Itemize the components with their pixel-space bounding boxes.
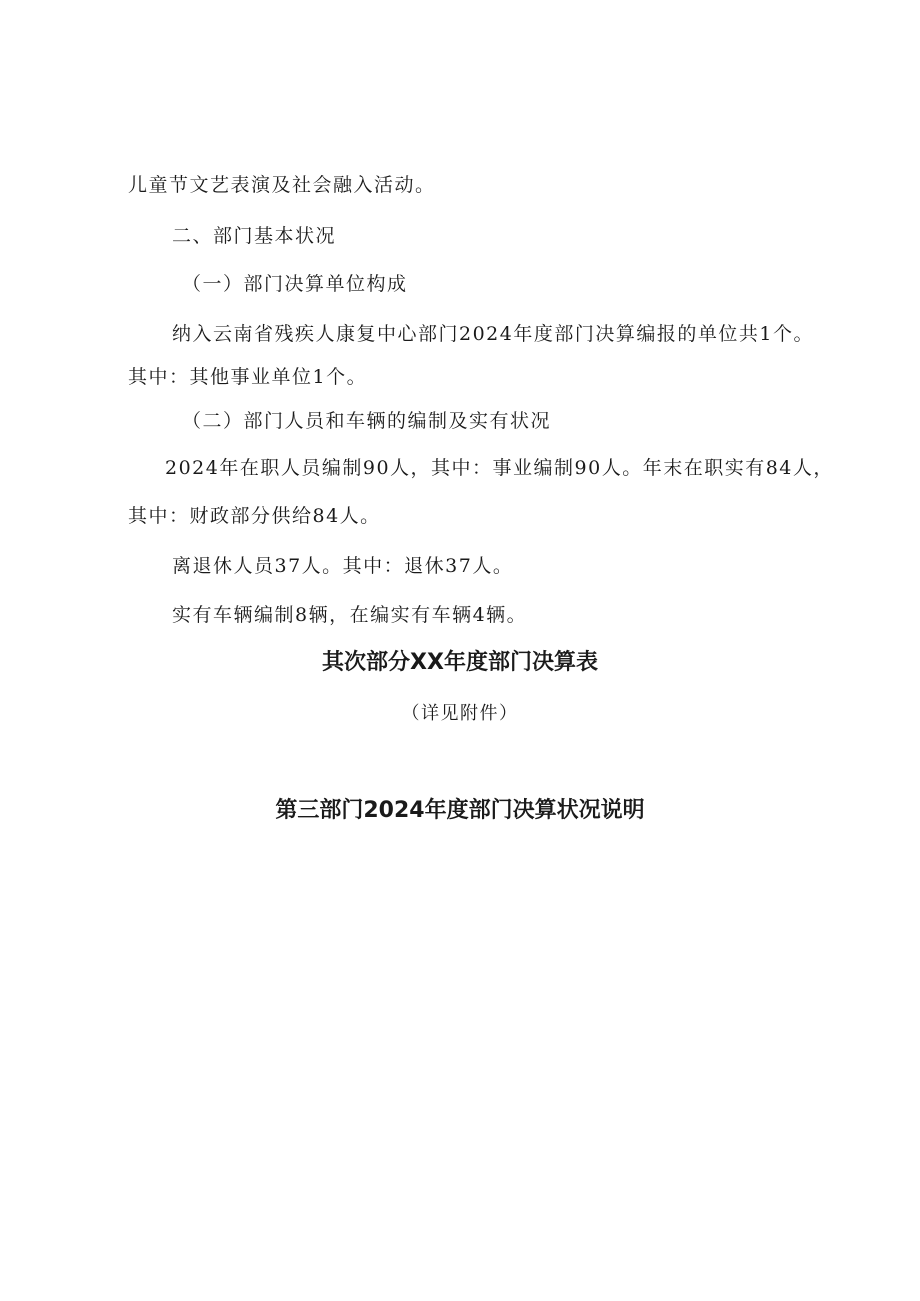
subheading-staff-vehicles: （二）部门人员和车辆的编制及实有状况 (182, 410, 552, 432)
paragraph-staff: 2024年在职人员编制90人，其中：事业编制90人。年末在职实有84人， (165, 457, 834, 479)
paragraph-staff-detail: 其中：财政部分供给84人。 (128, 505, 381, 527)
paragraph-vehicles: 实有车辆编制8辆，在编实有车辆4辆。 (172, 604, 528, 626)
section-3-title: 第三部门2024年度部门决算状况说明 (275, 798, 645, 823)
section-2-title: 其次部分XX年度部门决算表 (322, 650, 598, 675)
paragraph-unit-count: 纳入云南省残疾人康复中心部门2024年度部门决算编报的单位共1个。 (172, 323, 814, 345)
subheading-unit-composition: （一）部门决算单位构成 (182, 273, 408, 295)
section-2-note: （详见附件） (401, 703, 519, 724)
paragraph-continuation: 儿童节文艺表演及社会融入活动。 (128, 174, 436, 196)
section-heading-basic-status: 二、部门基本状况 (172, 225, 337, 247)
paragraph-unit-count-detail: 其中：其他事业单位1个。 (128, 366, 368, 388)
paragraph-retired: 离退休人员37人。其中：退休37人。 (172, 555, 514, 577)
